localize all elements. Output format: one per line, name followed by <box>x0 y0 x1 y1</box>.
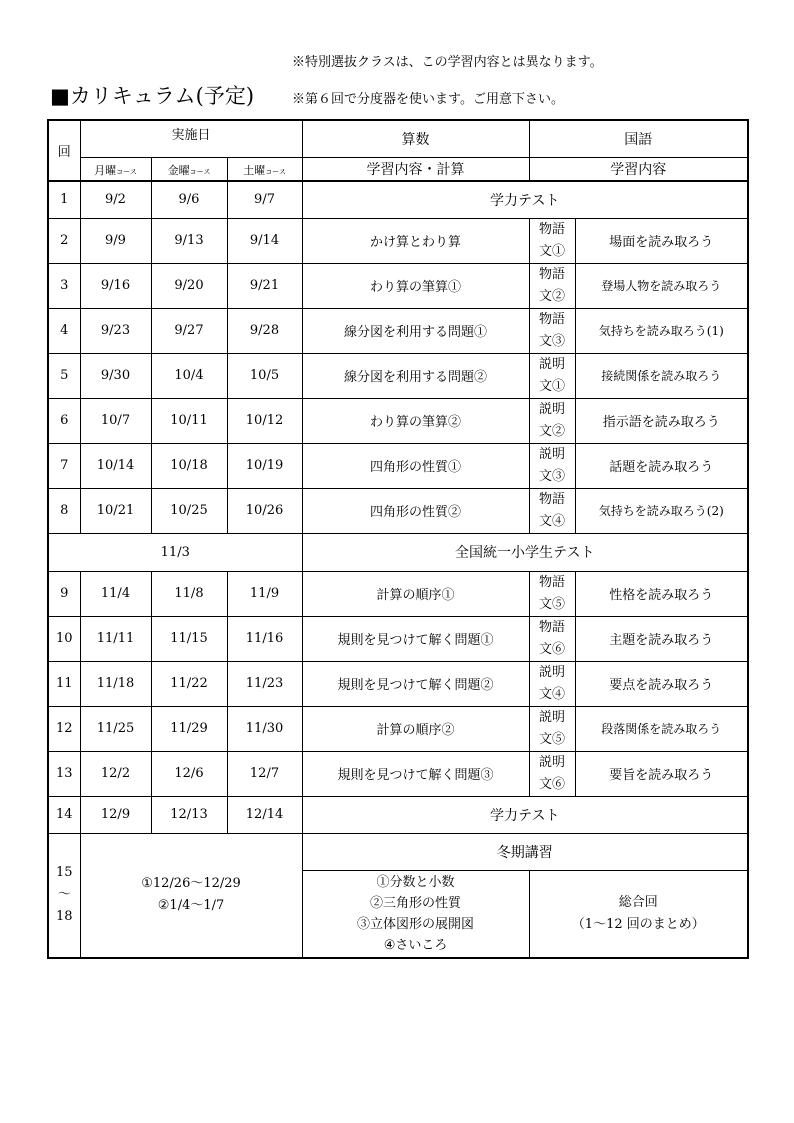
text-type: 説明 文④ <box>529 661 575 706</box>
header-dates: 実施日 <box>80 120 302 157</box>
monday-date: 9/9 <box>80 218 151 263</box>
monday-date: 12/2 <box>80 751 151 796</box>
friday-date: 11/22 <box>151 661 227 706</box>
saturday-date: 9/14 <box>227 218 302 263</box>
math-topic: わり算の筆算① <box>302 263 529 308</box>
lesson-number: 3 <box>48 263 80 308</box>
lesson-number: 7 <box>48 443 80 488</box>
winter-japanese-topic: 総合回 （1～12 回のまとめ） <box>529 870 748 958</box>
math-topic: 規則を見つけて解く問題③ <box>302 751 529 796</box>
header-friday: 金曜コース <box>151 157 227 181</box>
lesson-number: 12 <box>48 706 80 751</box>
header-row-bottom <box>48 157 748 181</box>
table-row <box>48 706 748 751</box>
japanese-topic: 話題を読み取ろう <box>575 443 748 488</box>
japanese-topic: 性格を読み取ろう <box>575 571 748 616</box>
text-type: 物語 文④ <box>529 488 575 533</box>
saturday-date: 11/30 <box>227 706 302 751</box>
lesson-number: 11 <box>48 661 80 706</box>
saturday-date: 11/23 <box>227 661 302 706</box>
friday-date: 10/25 <box>151 488 227 533</box>
monday-date: 11/18 <box>80 661 151 706</box>
math-topic: 規則を見つけて解く問題① <box>302 616 529 661</box>
winter-lesson-numbers: 15 ～ 18 <box>48 833 80 958</box>
table-row <box>48 571 748 616</box>
table-row <box>48 488 748 533</box>
table-row <box>48 308 748 353</box>
lesson-number: 6 <box>48 398 80 443</box>
text-type: 説明 文⑥ <box>529 751 575 796</box>
table-row <box>48 181 748 218</box>
table-row <box>48 218 748 263</box>
math-topic: 規則を見つけて解く問題② <box>302 661 529 706</box>
friday-date: 12/6 <box>151 751 227 796</box>
math-topic: 計算の順序① <box>302 571 529 616</box>
lesson-number: 14 <box>48 796 80 833</box>
lesson-number: 10 <box>48 616 80 661</box>
monday-date: 11/4 <box>80 571 151 616</box>
table-row <box>48 616 748 661</box>
saturday-date: 11/9 <box>227 571 302 616</box>
header-japanese: 国語 <box>529 120 748 157</box>
header-math: 算数 <box>302 120 529 157</box>
protractor-note: ※第６回で分度器を使います。ご用意下さい。 <box>292 92 564 107</box>
header-monday: 月曜コース <box>80 157 151 181</box>
table-row <box>48 263 748 308</box>
header-kai: 回 <box>48 120 80 181</box>
monday-date: 9/2 <box>80 181 151 218</box>
text-type: 物語 文⑤ <box>529 571 575 616</box>
table-row <box>48 353 748 398</box>
header-saturday: 土曜コース <box>227 157 302 181</box>
monday-date: 11/25 <box>80 706 151 751</box>
lesson-number: 4 <box>48 308 80 353</box>
text-type: 物語 文⑥ <box>529 616 575 661</box>
friday-date: 10/18 <box>151 443 227 488</box>
japanese-topic: 場面を読み取ろう <box>575 218 748 263</box>
lesson-number: 13 <box>48 751 80 796</box>
table-row <box>48 533 748 571</box>
saturday-date: 9/28 <box>227 308 302 353</box>
monday-date: 9/30 <box>80 353 151 398</box>
math-topic: 線分図を利用する問題① <box>302 308 529 353</box>
friday-date: 9/27 <box>151 308 227 353</box>
friday-date: 9/6 <box>151 181 227 218</box>
japanese-topic: 気持ちを読み取ろう(1) <box>575 308 748 353</box>
header-row-top <box>48 120 748 157</box>
japanese-topic: 登場人物を読み取ろう <box>575 263 748 308</box>
friday-date: 11/15 <box>151 616 227 661</box>
lesson-number: 1 <box>48 181 80 218</box>
text-type: 物語 文② <box>529 263 575 308</box>
friday-date: 9/20 <box>151 263 227 308</box>
friday-date: 12/13 <box>151 796 227 833</box>
text-type: 説明 文③ <box>529 443 575 488</box>
text-type: 説明 文② <box>529 398 575 443</box>
text-type: 物語 文① <box>529 218 575 263</box>
monday-date: 10/7 <box>80 398 151 443</box>
header-math-content: 学習内容・計算 <box>302 157 529 181</box>
japanese-topic: 接続関係を読み取ろう <box>575 353 748 398</box>
japanese-topic: 段落関係を読み取ろう <box>575 706 748 751</box>
lesson-number: 9 <box>48 571 80 616</box>
lesson-number: 5 <box>48 353 80 398</box>
friday-date: 10/4 <box>151 353 227 398</box>
saturday-date: 11/16 <box>227 616 302 661</box>
japanese-topic: 主題を読み取ろう <box>575 616 748 661</box>
math-topic: 線分図を利用する問題② <box>302 353 529 398</box>
saturday-date: 9/21 <box>227 263 302 308</box>
test-label: 学力テスト <box>302 796 748 833</box>
winter-row-top <box>48 833 748 870</box>
saturday-date: 12/7 <box>227 751 302 796</box>
friday-date: 11/29 <box>151 706 227 751</box>
monday-date: 9/23 <box>80 308 151 353</box>
lesson-number: 2 <box>48 218 80 263</box>
math-topic: 四角形の性質① <box>302 443 529 488</box>
saturday-date: 12/14 <box>227 796 302 833</box>
friday-date: 9/13 <box>151 218 227 263</box>
text-type: 物語 文③ <box>529 308 575 353</box>
monday-date: 10/14 <box>80 443 151 488</box>
monday-date: 9/16 <box>80 263 151 308</box>
table-row <box>48 398 748 443</box>
special-class-note: ※特別選抜クラスは、この学習内容とは異なります。 <box>292 55 603 70</box>
national-test-label: 全国統一小学生テスト <box>302 533 748 571</box>
table-row <box>48 443 748 488</box>
saturday-date: 10/5 <box>227 353 302 398</box>
table-row <box>48 751 748 796</box>
friday-date: 10/11 <box>151 398 227 443</box>
test-label: 学力テスト <box>302 181 748 218</box>
national-test-date: 11/3 <box>48 533 302 571</box>
math-topic: かけ算とわり算 <box>302 218 529 263</box>
header-jp-content: 学習内容 <box>529 157 748 181</box>
saturday-date: 10/19 <box>227 443 302 488</box>
monday-date: 11/11 <box>80 616 151 661</box>
japanese-topic: 要旨を読み取ろう <box>575 751 748 796</box>
friday-date: 11/8 <box>151 571 227 616</box>
page-title: ■カリキュラム(予定) <box>50 84 255 108</box>
table-row <box>48 661 748 706</box>
japanese-topic: 指示語を読み取ろう <box>575 398 748 443</box>
math-topic: わり算の筆算② <box>302 398 529 443</box>
monday-date: 12/9 <box>80 796 151 833</box>
winter-math-topics: ①分数と小数 ②三角形の性質 ③立体図形の展開図 ④さいころ <box>302 870 529 958</box>
table-row <box>48 796 748 833</box>
math-topic: 計算の順序② <box>302 706 529 751</box>
winter-course-title: 冬期講習 <box>302 833 748 870</box>
curriculum-table <box>47 119 749 959</box>
text-type: 説明 文① <box>529 353 575 398</box>
saturday-date: 10/26 <box>227 488 302 533</box>
lesson-number: 8 <box>48 488 80 533</box>
japanese-topic: 気持ちを読み取ろう(2) <box>575 488 748 533</box>
text-type: 説明 文⑤ <box>529 706 575 751</box>
winter-date-ranges: ①12/26～12/29 ②1/4～1/7 <box>80 833 302 958</box>
math-topic: 四角形の性質② <box>302 488 529 533</box>
japanese-topic: 要点を読み取ろう <box>575 661 748 706</box>
saturday-date: 10/12 <box>227 398 302 443</box>
monday-date: 10/21 <box>80 488 151 533</box>
saturday-date: 9/7 <box>227 181 302 218</box>
